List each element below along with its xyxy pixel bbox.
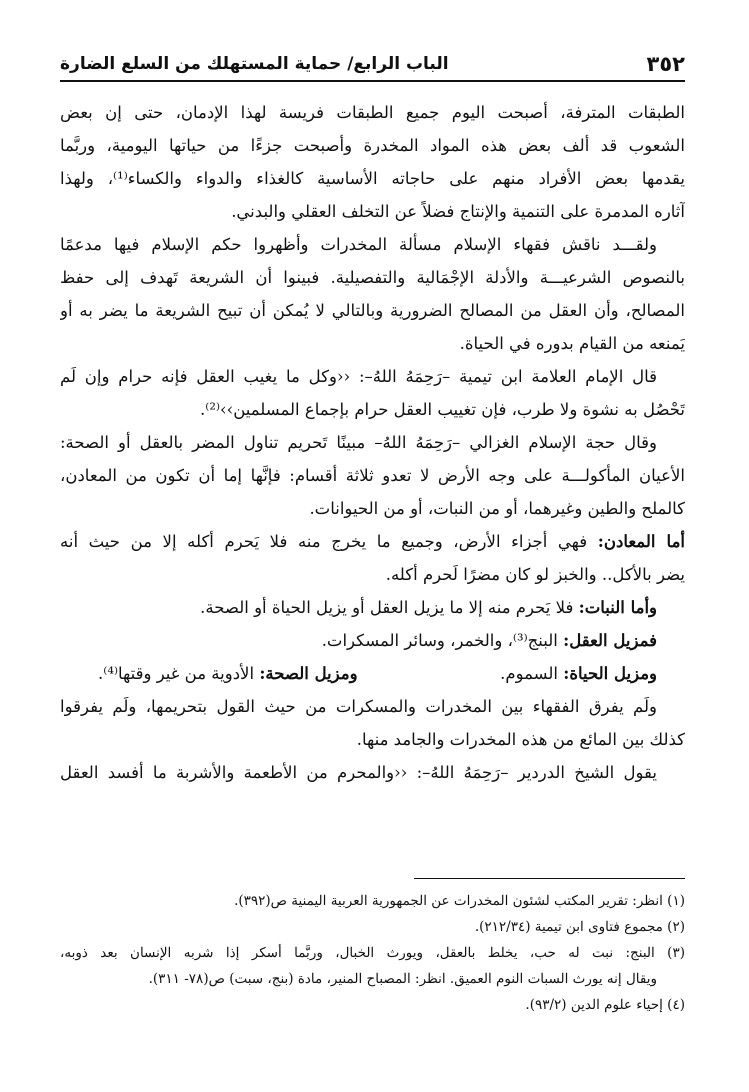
page-header [60, 50, 685, 82]
life-item [500, 657, 657, 690]
body-line: يقدمها بعض الأفراد منهم على حاجاته الأساسية كالغذاء والدواء والكساء⁽¹⁾، ولهذا [60, 169, 685, 188]
body-line: كالملح والطين وغيرهما، أو من النبات، أو من الحيوانات. [309, 499, 685, 518]
life-health-line [60, 657, 685, 690]
plants-label: وأما النبات: [578, 598, 657, 617]
body-line: كذلك بين المائع من هذه المخدرات والجامد منها. [356, 730, 685, 749]
footnote: (٤) إحياء علوم الدين (٩٣/٢). [525, 997, 685, 1013]
body-line: وقال حجة الإسلام الغزالي –رَحِمَهُ اللهُ– مبينًا تَحريم تناول المضر بالعقل أو الصحة: [60, 433, 657, 452]
body-line: ولَم يفرق الفقهاء بين المخدرات والمسكرات من حيث القول بتحريمها، ولَم يفرقوا [60, 697, 657, 716]
body-line: آثاره المدمرة على التنمية والإنتاج فضلاً عن التخلف العقلي والبدني. [231, 202, 685, 221]
footnote: (١) انظر: تقرير المكتب لشئون المخدرات عن الجمهورية العربية اليمنية ص(٣٩٢). [234, 893, 685, 909]
health-text: الأدوية من غير وقتها⁽⁴⁾. [98, 664, 255, 683]
health-label: ومزيل الصحة: [259, 664, 358, 683]
body-line: الشعوب قد ألف بعض هذه المواد المخدرة وأصبحت جزءًا من حياتها اليومية، وربَّما [60, 136, 685, 155]
life-text: السموم. [500, 664, 558, 683]
main-text [60, 96, 685, 789]
life-label: ومزيل الحياة: [563, 664, 657, 683]
intellect-text: البنج⁽³⁾، والخمر، وسائر المسكرات. [321, 631, 558, 650]
minerals-label: أما المعادن: [597, 532, 685, 551]
intellect-label: فمزيل العقل: [563, 631, 657, 650]
page-number: ٣٥٢ [646, 52, 685, 76]
body-line: تَحْصُل به نشوة ولا طرب، فإن تغييب العقل حرام بإجماع المسلمين››⁽²⁾. [200, 400, 685, 419]
footnote: ويقال إنه يورث السبات النوم العميق. انظر: المصباح المنير، مادة (بنج، سبت) ص(٧٨- ٣١١). [148, 971, 657, 987]
footnote-separator [414, 878, 685, 879]
plants-line [60, 591, 685, 624]
running-title: الباب الرابع/ حماية المستهلك من السلع الضارة [60, 54, 449, 74]
body-line: المصالح، وأن العقل من المصالح الضرورية وبالتالي لا يُمكن أن تبيح الشريعة ما يضر به أو [60, 301, 685, 320]
intellect-line [60, 624, 685, 657]
body-line: قال الإمام العلامة ابن تيمية –رَحِمَهُ اللهُ–: ‹‹وكل ما يغيب العقل فإنه حرام وإن لَم [60, 367, 657, 386]
minerals-line-2: يضر بالأكل.. والخبز لو كان مضرًا لَحرم أكله. [385, 565, 685, 584]
body-line: الطبقات المترفة، أصبحت اليوم جميع الطبقات فريسة لهذا الإدمان، حتى إن بعض [60, 103, 685, 122]
body-line: ولقـــد ناقش فقهاء الإسلام مسألة المخدرات وأظهروا حكم الإسلام فيها مدعمًا [60, 235, 657, 254]
footnote: (٣) البنج: نبت له حب، يخلط بالعقل، ويورث الخبال، وربَّما أسكر إذا شربه الإنسان بعد ذوبه، [60, 945, 685, 961]
body-line: الأعيان المأكولـــة على وجه الأرض لا تعدو ثلاثة أقسام: فإنَّها إما أن تكون من المعادن، [60, 466, 685, 485]
minerals-line [60, 525, 685, 558]
footnote: (٢) مجموع فتاوى ابن تيمية (٢١٢/٣٤). [474, 919, 685, 935]
health-item [98, 657, 358, 690]
body-line: يَمنعه من القيام بدوره في الحياة. [459, 334, 685, 353]
body-line: بالنصوص الشرعيـــة والأدلة الإجْمَالية والتفصيلية. فبينوا أن الشريعة تَهدف إلى حفظ [60, 268, 685, 287]
footnotes [60, 888, 685, 1018]
plants-text: فلا يَحرم منه إلا ما يزيل العقل أو يزيل الحياة أو الصحة. [200, 598, 574, 617]
minerals-text: فهي أجزاء الأرض، وجميع ما يخرج منه فلا يَحرم أكله إلا من حيث أنه [60, 532, 588, 551]
body-line: يقول الشيخ الدردير –رَحِمَهُ اللهُ–: ‹‹والمحرم من الأطعمة والأشربة ما أفسد العقل [60, 763, 657, 782]
